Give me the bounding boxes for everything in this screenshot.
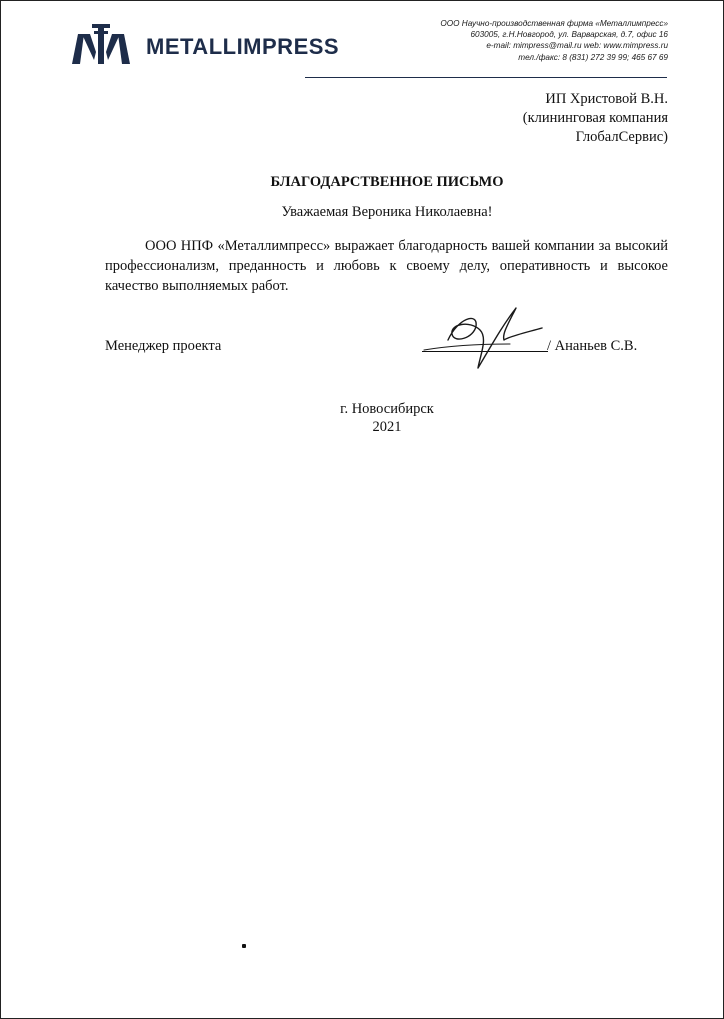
addressee-line: ГлобалСервис) bbox=[575, 129, 668, 145]
signer-role: Менеджер проекта bbox=[105, 338, 222, 354]
brand-wordmark: METALLIMPRESS bbox=[146, 34, 340, 59]
handwritten-signature bbox=[418, 300, 548, 372]
letter-title: БЛАГОДАРСТВЕННОЕ ПИСЬМО bbox=[270, 174, 504, 190]
company-email-line: e-mail: mimpress@mail.ru web: www.mimpress.ru bbox=[486, 41, 668, 51]
addressee-line: ИП Христовой В.Н. bbox=[545, 91, 668, 107]
scan-speck bbox=[242, 944, 246, 948]
company-address-line: 603005, г.Н.Новгород, ул. Варварская, д.7, офис 16 bbox=[470, 30, 668, 40]
year: 2021 bbox=[372, 419, 402, 435]
salutation: Уважаемая Вероника Николаевна! bbox=[281, 204, 493, 220]
signer-name: / Ананьев С.В. bbox=[547, 338, 638, 354]
addressee-line: (клининговая компания bbox=[522, 110, 668, 126]
company-phone-line: тел./факс: 8 (831) 272 39 99; 465 67 69 bbox=[518, 52, 668, 62]
city: г. Новосибирск bbox=[340, 401, 434, 417]
addressee-block bbox=[523, 90, 668, 147]
place-and-date bbox=[0, 400, 724, 436]
company-name-line: ООО Научно-производственная фирма «Металлимпресс» bbox=[440, 19, 668, 28]
header-divider bbox=[305, 77, 667, 78]
company-contact-info bbox=[368, 18, 668, 63]
letter-body: ООО НПФ «Металлимпресс» выражает благодарность вашей компании за высокий профессионализм, преданность и любовь к своему делу, оперативность и высокое качество выполняемых работ. bbox=[105, 238, 668, 294]
